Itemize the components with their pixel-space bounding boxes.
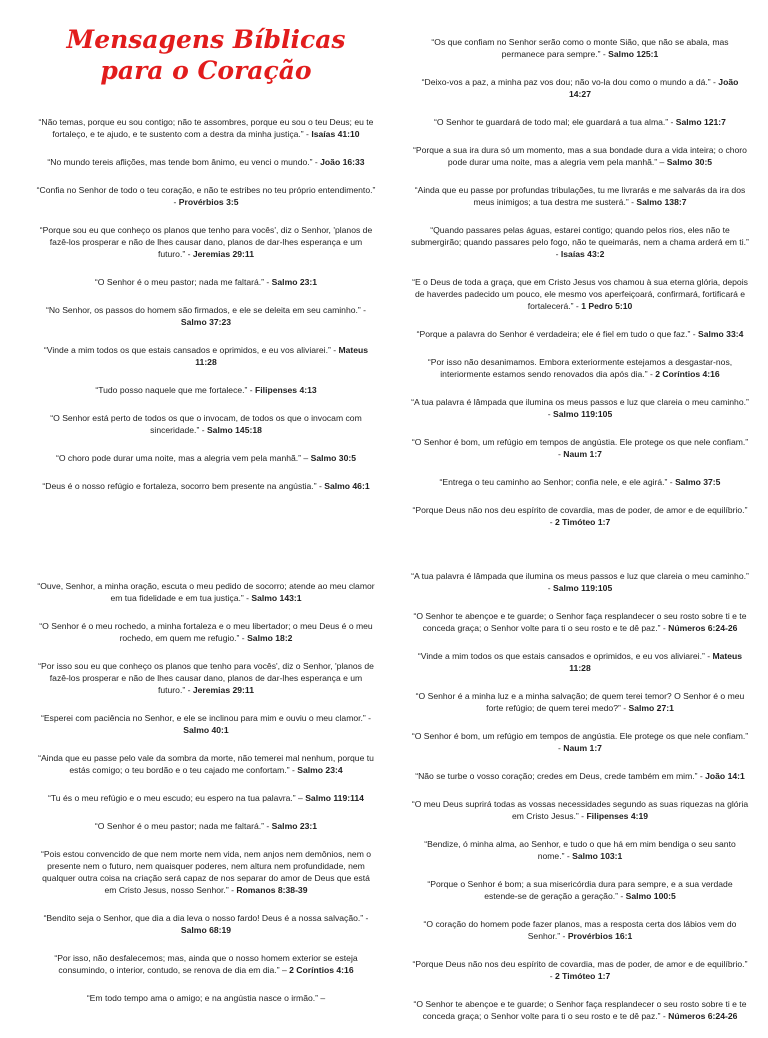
verse-item <box>410 650 750 674</box>
verse-item <box>36 304 376 328</box>
verse-text: “O Senhor é o meu pastor; nada me faltará.” - <box>94 821 270 831</box>
page-title <box>36 24 376 86</box>
verse-text: “Quando passares pelas águas, estarei contigo; quando pelos rios, eles não te submergirão; quando passares pelo fogo, não te queimarás, nem a chama arderá em ti.” - <box>411 225 749 259</box>
verse-text: “O meu Deus suprirá todas as vossas necessidades segundo as suas riquezas na glória em Cristo Jesus.” - <box>411 799 749 821</box>
verse-reference: Provérbios 16:1 <box>567 931 633 941</box>
verse-reference: Salmo 30:5 <box>310 453 356 463</box>
verse-reference: Salmo 37:23 <box>180 317 232 327</box>
verse-item <box>410 76 750 100</box>
verse-reference: Romanos 8:38-39 <box>236 885 308 895</box>
verse-text: “Bendito seja o Senhor, que dia a dia leva o nosso fardo! Deus é a nossa salvação.” - <box>43 913 369 923</box>
verse-text: “Os que confiam no Senhor serão como o monte Sião, que não se abala, mas permanece para sempre.” - <box>431 37 729 59</box>
verse-list <box>410 36 750 544</box>
verse-item <box>410 224 750 260</box>
quadrant-bottom-left <box>36 580 376 1020</box>
verse-reference: 2 Timóteo 1:7 <box>555 517 611 527</box>
verse-item <box>410 918 750 942</box>
verse-item <box>410 184 750 208</box>
verse-text: “O Senhor te abençoe e te guarde; o Senhor faça resplandecer o seu rosto sobre ti e te conceda graça; o Senhor volte para ti o seu rosto e te dê paz.” - <box>413 999 747 1021</box>
verse-text: “Bendize, ó minha alma, ao Senhor, e tudo o que há em mim bendiga o seu santo nome.” - <box>424 839 736 861</box>
verse-reference: 1 Pedro 5:10 <box>581 301 633 311</box>
verse-text: “Por isso, não desfalecemos; mas, ainda que o nosso homem exterior se esteja consumindo, o interior, contudo, se renova de dia em dia.” – <box>54 953 358 975</box>
verse-item <box>410 838 750 862</box>
verse-item <box>410 476 750 488</box>
verse-reference: João 16:33 <box>320 157 365 167</box>
verse-text: “Porque o Senhor é bom; a sua misericórdia dura para sempre, e a sua verdade estende-se de geração a geração.” - <box>427 879 733 901</box>
verse-reference: Números 6:24-26 <box>668 623 738 633</box>
verse-text: “Tudo posso naquele que me fortalece.” - <box>95 385 253 395</box>
verse-text: “Em todo tempo ama o amigo; e na angústia nasce o irmão.” – <box>86 993 326 1003</box>
verse-text: “O Senhor está perto de todos os que o invocam, de todos os que o invocam com sinceridade.” - <box>50 413 362 435</box>
verse-reference: João 14:27 <box>569 77 739 99</box>
verse-reference: Salmo 30:5 <box>666 157 713 167</box>
verse-item <box>36 580 376 604</box>
verse-text: “O choro pode durar uma noite, mas a alegria vem pela manhã.” – <box>56 453 309 463</box>
verse-item <box>36 412 376 436</box>
verse-reference: 2 Coríntios 4:16 <box>289 965 354 975</box>
verse-item <box>36 116 376 140</box>
verse-text: “O Senhor é o meu pastor; nada me faltará.” - <box>94 277 270 287</box>
verse-text: “Por isso sou eu que conheço os planos que tenho para vocês', diz o Senhor, 'planos de fazê-los prosperar e não de lhes causar dano, planos de dar-lhes esperança e um futuro.” - <box>38 661 374 695</box>
verse-reference: 2 Timóteo 1:7 <box>555 971 611 981</box>
verse-text: “O coração do homem pode fazer planos, mas a resposta certa dos lábios vem do Senhor.” - <box>423 919 737 941</box>
verse-text: “Porque a palavra do Senhor é verdadeira; ele é fiel em tudo o que faz.” - <box>416 329 696 339</box>
verse-reference: Isaías 41:10 <box>311 129 360 139</box>
verse-text: “Confia no Senhor de todo o teu coração, e não te estribes no teu próprio entendimento.” - <box>36 185 376 207</box>
verse-reference: 2 Coríntios 4:16 <box>655 369 720 379</box>
verse-item <box>36 992 376 1004</box>
verse-text: “E o Deus de toda a graça, que em Cristo Jesus vos chamou à sua eterna glória, depois de haverdes padecido um pouco, ele mesmo vos aperfeiçoará, confirmará, fortificará e fortalecerá.” - <box>412 277 748 311</box>
verse-reference: Naum 1:7 <box>563 743 602 753</box>
verse-reference: Salmo 143:1 <box>251 593 302 603</box>
verse-text: “Deixo-vos a paz, a minha paz vos dou; não vo-la dou como o mundo a dá.” - <box>421 77 716 87</box>
verse-reference: Salmo 119:105 <box>553 583 613 593</box>
verse-reference: Jeremias 29:11 <box>192 249 255 259</box>
verse-item <box>410 144 750 168</box>
verse-list <box>36 580 376 1020</box>
verse-text: “A tua palavra é lâmpada que ilumina os meus passos e luz que clareia o meu caminho.” - <box>411 397 749 419</box>
verse-reference: Isaías 43:2 <box>560 249 605 259</box>
verse-reference: Naum 1:7 <box>563 449 602 459</box>
verse-item <box>36 912 376 936</box>
verse-text: “Tu és o meu refúgio e o meu escudo; eu espero na tua palavra.” – <box>48 793 303 803</box>
verse-item <box>36 660 376 696</box>
verse-item <box>410 878 750 902</box>
verse-item <box>410 798 750 822</box>
verse-text: “Ainda que eu passe por profundas tribulações, tu me livrarás e me salvarás da ira dos meus inimigos; a tua destra me susterá.” - <box>414 185 746 207</box>
verse-text: “Porque Deus não nos deu espírito de covardia, mas de poder, de amor e de equilíbrio.” - <box>412 505 748 527</box>
verse-text: “O Senhor é bom, um refúgio em tempos de angústia. Ele protege os que nele confiam.” - <box>411 437 749 459</box>
verse-item <box>36 224 376 260</box>
verse-list <box>36 116 376 508</box>
verse-item <box>410 328 750 340</box>
verse-reference: Salmo 23:1 <box>271 821 318 831</box>
verse-text: “O Senhor te abençoe e te guarde; o Senhor faça resplandecer o seu rosto sobre ti e te conceda graça; o Senhor volte para ti o seu rosto e te dê paz.” - <box>413 611 747 633</box>
verse-text: “O Senhor é o meu rochedo, a minha fortaleza e o meu libertador; o meu Deus é o meu rochedo, em quem me refugio.” - <box>39 621 373 643</box>
verse-reference: Salmo 37:5 <box>675 477 721 487</box>
verse-text: “Porque a sua ira dura só um momento, mas a sua bondade dura a vida inteira; o choro pode durar uma noite, mas a alegria vem pela manhã.” – <box>413 145 747 167</box>
verse-text: “Porque sou eu que conheço os planos que tenho para vocês', diz o Senhor, 'planos de fazê-los prosperar e não de lhes causar dano, planos de dar-lhes esperança e um futuro.” - <box>39 225 373 259</box>
verse-text: “Esperei com paciência no Senhor, e ele se inclinou para mim e ouviu o meu clamor.” - <box>40 713 372 723</box>
verse-reference: Filipenses 4:13 <box>255 385 317 395</box>
verse-reference: Salmo 119:105 <box>553 409 613 419</box>
verse-text: “Deus é o nosso refúgio e fortaleza, socorro bem presente na angústia.” - <box>42 481 322 491</box>
verse-reference: Salmo 18:2 <box>247 633 293 643</box>
verse-reference: João 14:1 <box>705 771 745 781</box>
verse-reference: Salmo 23:4 <box>297 765 343 775</box>
verse-text: “Vinde a mim todos os que estais cansados e oprimidos, e eu vos aliviarei.” - <box>43 345 337 355</box>
verse-text: “A tua palavra é lâmpada que ilumina os meus passos e luz que clareia o meu caminho.” - <box>411 571 749 593</box>
quadrant-bottom-right <box>410 570 750 1038</box>
verse-item <box>36 752 376 776</box>
verse-text: “Pois estou convencido de que nem morte nem vida, nem anjos nem demônios, nem o presente nem o futuro, nem quaisquer poderes, nem altura nem profundidade, nem qualquer outra coisa na criação será capaz de nos separar do amor de Deus que está em Cristo Jesus, nosso Senhor.” - <box>40 849 372 895</box>
verse-reference: Salmo 23:1 <box>271 277 318 287</box>
verse-item <box>36 712 376 736</box>
verse-text: “Ainda que eu passe pelo vale da sombra da morte, não temerei mal nenhum, porque tu estás comigo; o teu bordão e o teu cajado me confortam.” - <box>38 753 374 775</box>
verse-list <box>410 570 750 1038</box>
verse-reference: Provérbios 3:5 <box>178 197 239 207</box>
verse-text: “Não temas, porque eu sou contigo; não te assombres, porque eu sou o teu Deus; eu te fortaleço, e te ajudo, e te sustento com a destra da minha justiça.” - <box>38 117 374 139</box>
verse-reference: Salmo 103:1 <box>572 851 623 861</box>
verse-item <box>36 820 376 832</box>
verse-reference: Salmo 125:1 <box>608 49 659 59</box>
verse-reference: Jeremias 29:11 <box>192 685 255 695</box>
verse-reference: Salmo 33:4 <box>698 329 744 339</box>
verse-reference: Salmo 27:1 <box>628 703 674 713</box>
verse-reference: Salmo 40:1 <box>183 725 229 735</box>
verse-item <box>36 792 376 804</box>
verse-item <box>36 452 376 464</box>
verse-reference: Números 6:24-26 <box>668 1011 738 1021</box>
verse-item <box>36 276 376 288</box>
verse-item <box>410 504 750 528</box>
verse-item <box>36 480 376 492</box>
verse-item <box>36 848 376 896</box>
quadrant-top-right <box>410 36 750 544</box>
page-title-line-2: para o Coração <box>100 56 312 85</box>
verse-item <box>410 276 750 312</box>
verse-item <box>36 344 376 368</box>
verse-text: “O Senhor te guardará de todo mal; ele guardará a tua alma.” - <box>434 117 674 127</box>
verse-text: “No Senhor, os passos do homem são firmados, e ele se deleita em seu caminho.” - <box>45 305 367 315</box>
verse-reference: Salmo 121:7 <box>675 117 726 127</box>
verse-item <box>410 116 750 128</box>
verse-reference: Filipenses 4:19 <box>586 811 649 821</box>
verse-item <box>410 436 750 460</box>
verse-text: “O Senhor é bom, um refúgio em tempos de angústia. Ele protege os que nele confiam.” - <box>411 731 749 753</box>
verse-text: “Vinde a mim todos os que estais cansados e oprimidos, e eu vos aliviarei.” - <box>417 651 711 661</box>
verse-reference: Salmo 119:114 <box>305 793 364 803</box>
verse-item <box>410 396 750 420</box>
verse-item <box>410 770 750 782</box>
verse-text: “No mundo tereis aflições, mas tende bom ânimo, eu venci o mundo.” - <box>47 157 318 167</box>
verse-reference: Mateus 11:28 <box>195 345 369 367</box>
verse-item <box>410 730 750 754</box>
verse-reference: Salmo 138:7 <box>636 197 687 207</box>
verse-reference: Mateus 11:28 <box>569 651 743 673</box>
page-title-line-1: Mensagens Bíblicas <box>66 25 346 54</box>
verse-reference: Salmo 100:5 <box>625 891 676 901</box>
verse-item <box>410 998 750 1022</box>
verse-reference: Salmo 46:1 <box>324 481 370 491</box>
verse-text: “Entrega o teu caminho ao Senhor; confia nele, e ele agirá.” - <box>439 477 673 487</box>
verse-item <box>36 620 376 644</box>
verse-item <box>36 952 376 976</box>
verse-item <box>410 356 750 380</box>
verse-text: “Por isso não desanimamos. Embora exteriormente estejamos a desgastar-nos, interiormente estamos sendo renovados dia após dia.” - <box>427 357 733 379</box>
verse-reference: Salmo 145:18 <box>206 425 262 435</box>
verse-item <box>36 156 376 168</box>
verse-text: “O Senhor é a minha luz e a minha salvação; de quem terei temor? O Senhor é o meu forte refúgio; de quem terei medo?” - <box>415 691 745 713</box>
verse-item <box>410 36 750 60</box>
verse-item <box>410 690 750 714</box>
verse-item <box>410 958 750 982</box>
verse-item <box>410 570 750 594</box>
quadrant-top-left <box>36 24 376 508</box>
verse-reference: Salmo 68:19 <box>180 925 232 935</box>
verse-item <box>36 384 376 396</box>
verse-text: “Porque Deus não nos deu espírito de covardia, mas de poder, de amor e de equilíbrio.” - <box>412 959 748 981</box>
verse-item <box>410 610 750 634</box>
verse-text: “Não se turbe o vosso coração; credes em Deus, crede também em mim.” - <box>415 771 703 781</box>
verse-text: “Ouve, Senhor, a minha oração, escuta o meu pedido de socorro; atende ao meu clamor em tua fidelidade e em tua justiça.” - <box>37 581 375 603</box>
verse-item <box>36 184 376 208</box>
